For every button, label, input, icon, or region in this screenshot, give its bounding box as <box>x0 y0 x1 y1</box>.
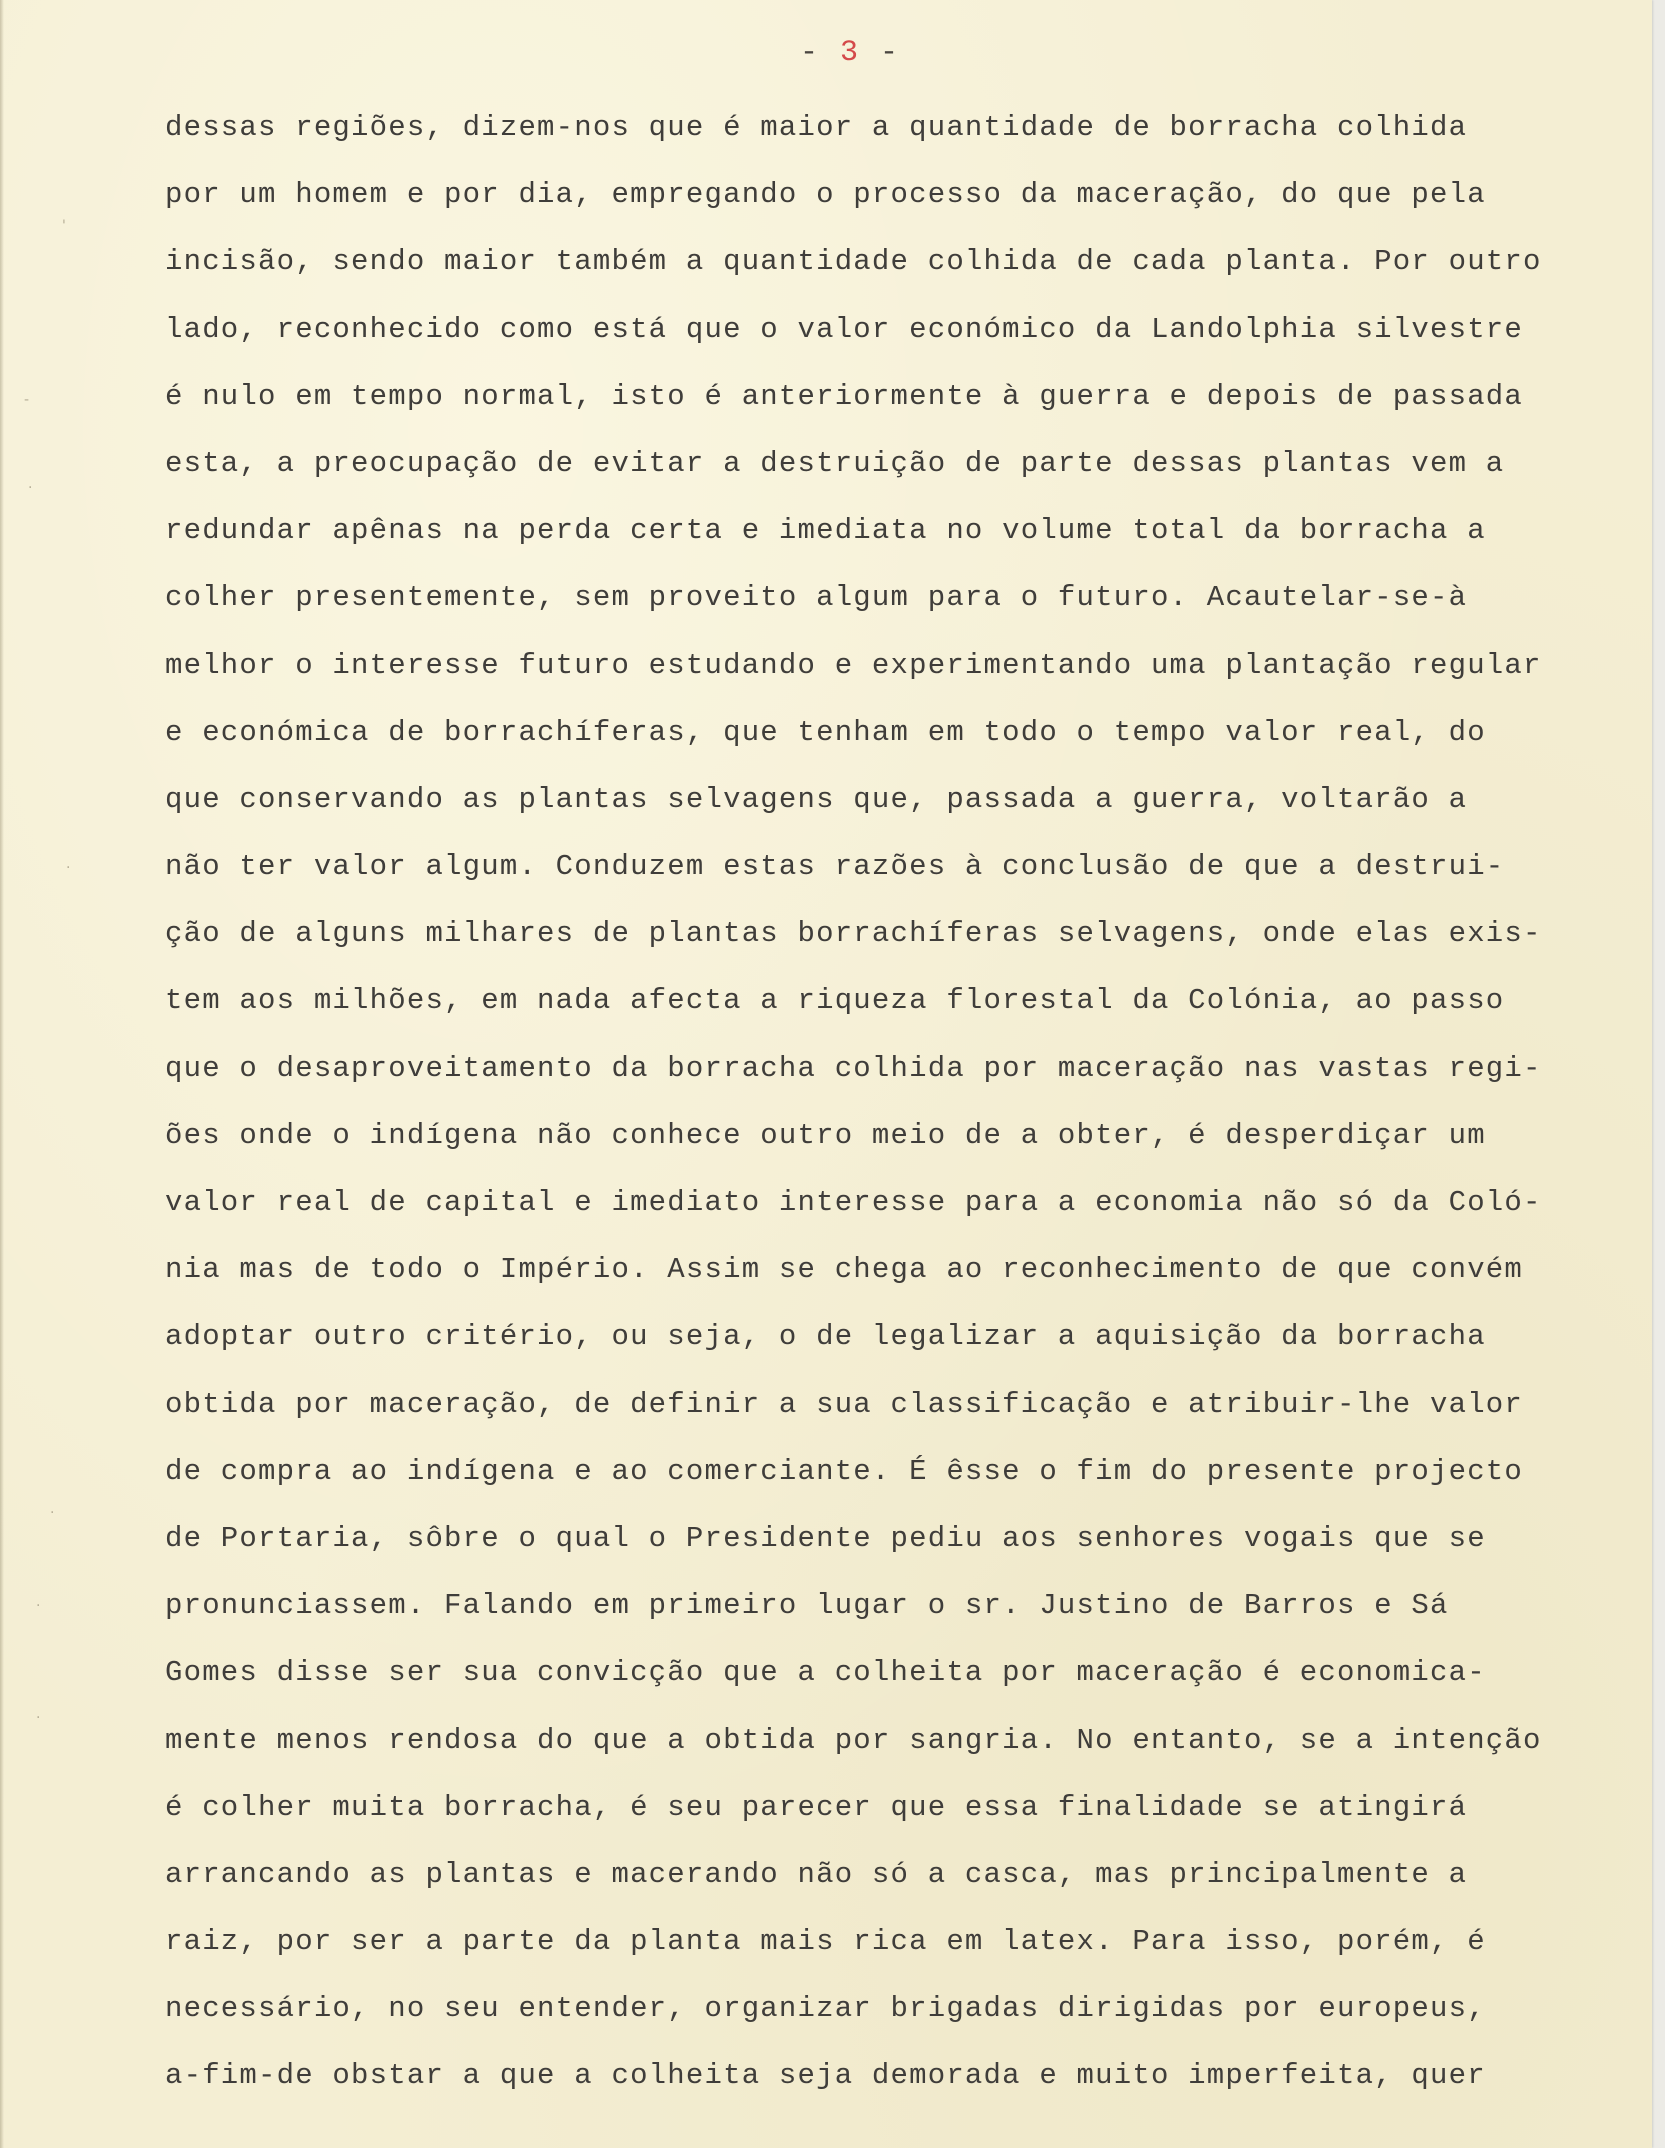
margin-speck: - <box>24 392 30 408</box>
text-line: lado, reconhecido como está que o valor económico da Landolphia silvestre <box>165 312 1524 346</box>
margin-speck: · <box>36 1598 41 1614</box>
margin-speck: · <box>50 1505 55 1521</box>
text-line: tem aos milhões, em nada afecta a riqueza florestal da Colónia, ao passo <box>165 984 1505 1018</box>
page-number-prefix: - <box>799 36 840 70</box>
text-line: a-fim-de obstar a que a colheita seja demorada e muito imperfeita, quer <box>165 2059 1486 2093</box>
text-line: colher presentemente, sem proveito algum para o futuro. Acautelar-se-à <box>165 581 1468 615</box>
text-line: nia mas de todo o Império. Assim se chega ao reconhecimento de que convém <box>165 1253 1524 1287</box>
text-line: esta, a preocupação de evitar a destruição de parte dessas plantas vem a <box>165 446 1505 480</box>
page-number-value: 3 <box>839 36 860 70</box>
text-line: não ter valor algum. Conduzem estas razões à conclusão de que a destrui- <box>165 850 1505 884</box>
margin-speck: · <box>66 860 71 876</box>
text-line: e económica de borrachíferas, que tenham em todo o tempo valor real, do <box>165 715 1486 749</box>
text-line: arrancando as plantas e macerando não só a casca, mas principalmente a <box>165 1857 1468 1891</box>
text-line: por um homem e por dia, empregando o processo da maceração, do que pela <box>165 178 1486 212</box>
text-line: dessas regiões, dizem-nos que é maior a quantidade de borracha colhida <box>165 111 1468 144</box>
text-line: raiz, por ser a parte da planta mais rica em latex. Para isso, porém, é <box>165 1925 1486 1959</box>
text-line: obtida por maceração, de definir a sua classificação e atribuir-lhe valor <box>165 1387 1524 1421</box>
text-line: valor real de capital e imediato interesse para a economia não só da Coló- <box>165 1186 1542 1219</box>
text-line: pronunciassem. Falando em primeiro lugar o sr. Justino de Barros e Sá <box>165 1589 1449 1623</box>
text-line: mente menos rendosa do que a obtida por sangria. No entanto, se a intenção <box>165 1723 1542 1757</box>
document-body <box>165 94 1645 2110</box>
text-line: melhor o interesse futuro estudando e experimentando uma plantação regular <box>165 648 1542 682</box>
text-line: adoptar outro critério, ou seja, o de legalizar a aquisição da borracha <box>165 1320 1486 1354</box>
text-line: que o desaproveitamento da borracha colhida por maceração nas vastas regi- <box>165 1051 1542 1085</box>
text-line: de Portaria, sôbre o qual o Presidente pediu aos senhores vogais que se <box>165 1521 1486 1555</box>
page-number-suffix: - <box>860 36 901 70</box>
text-line: Gomes disse ser sua convicção que a colheita por maceração é economica- <box>165 1656 1486 1690</box>
text-line: é nulo em tempo normal, isto é anteriormente à guerra e depois de passada <box>165 379 1524 413</box>
text-line: é colher muita borracha, é seu parecer que essa finalidade se atingirá <box>165 1790 1468 1824</box>
page-number <box>0 36 1665 70</box>
margin-speck: · <box>36 1710 41 1726</box>
margin-speck: ' <box>62 218 66 234</box>
text-line: de compra ao indígena e ao comerciante. É êsse o fim do presente projecto <box>165 1454 1524 1488</box>
text-line: redundar apênas na perda certa e imediata no volume total da borracha a <box>165 514 1486 548</box>
text-line: incisão, sendo maior também a quantidade colhida de cada planta. Por outro <box>165 245 1542 279</box>
text-line: ção de alguns milhares de plantas borrachíferas selvagens, onde elas exis- <box>165 917 1542 951</box>
text-line: que conservando as plantas selvagens que, passada a guerra, voltarão a <box>165 782 1468 816</box>
text-line: necessário, no seu entender, organizar brigadas dirigidas por europeus, <box>165 1992 1486 2026</box>
paper-left-edge <box>0 0 4 2148</box>
text-line: ões onde o indígena não conhece outro meio de a obter, é desperdiçar um <box>165 1118 1486 1152</box>
margin-speck: · <box>28 480 33 496</box>
